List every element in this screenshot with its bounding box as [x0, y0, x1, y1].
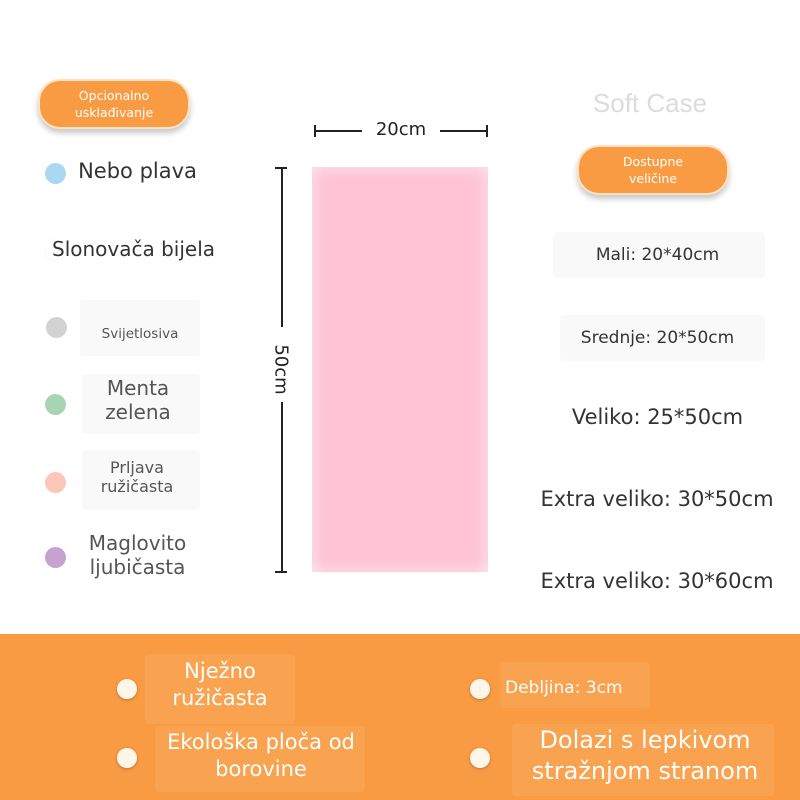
color-label-mint-green: Menta zelena — [105, 376, 171, 424]
height-label: 50cm — [270, 344, 292, 395]
feature-adhesive: Dolazi s lepkivom stražnjom stranom — [531, 726, 759, 786]
color-swatch-sky-blue — [45, 163, 66, 184]
height-line-top — [281, 167, 283, 327]
color-swatch-dusty-pink — [45, 472, 66, 493]
size-large: Veliko: 25*50cm — [571, 405, 744, 429]
size-small: Mali: 20*40cm — [595, 245, 720, 265]
width-line-right — [440, 130, 488, 132]
brand-name: Soft Case — [592, 88, 708, 118]
sizes-badge — [577, 145, 729, 195]
size-medium: Srednje: 20*50cm — [580, 328, 735, 348]
feature-material: Ekološka ploča od borovine — [167, 730, 355, 782]
color-label-sky-blue: Nebo plava — [78, 159, 197, 183]
bullet-dot — [117, 679, 137, 699]
matching-badge-label: Opcionalno usklađivanje — [74, 88, 154, 120]
height-tick-bottom — [275, 571, 287, 573]
bullet-dot — [470, 679, 490, 699]
size-extra-large-2: Extra veliko: 30*60cm — [540, 569, 774, 593]
height-line-bottom — [281, 402, 283, 572]
width-line-left — [314, 130, 362, 132]
color-label-light-gray: Svijetlosiva — [101, 326, 179, 342]
color-label-misty-purple: Maglovito ljubičasta — [88, 531, 187, 579]
color-label-dusty-pink: Prljava ružičasta — [100, 458, 174, 497]
color-label-ivory-white: Slonovača bijela — [52, 237, 216, 261]
color-swatch-mint-green — [45, 394, 66, 415]
color-swatch-light-gray — [46, 317, 67, 338]
bullet-dot — [470, 748, 490, 768]
feature-color: Nježno ružičasta — [172, 659, 268, 711]
width-label: 20cm — [375, 119, 427, 140]
width-tick-right — [486, 125, 488, 137]
size-extra-large-1: Extra veliko: 30*50cm — [540, 487, 774, 511]
feature-thickness: Debljina: 3cm — [505, 678, 623, 698]
feature-band — [0, 634, 800, 800]
bullet-dot — [117, 748, 137, 768]
wall-panel-preview — [312, 167, 488, 572]
color-swatch-misty-purple — [45, 547, 66, 568]
matching-badge — [38, 79, 190, 129]
sizes-badge-label: Dostupne veličine — [622, 154, 684, 186]
